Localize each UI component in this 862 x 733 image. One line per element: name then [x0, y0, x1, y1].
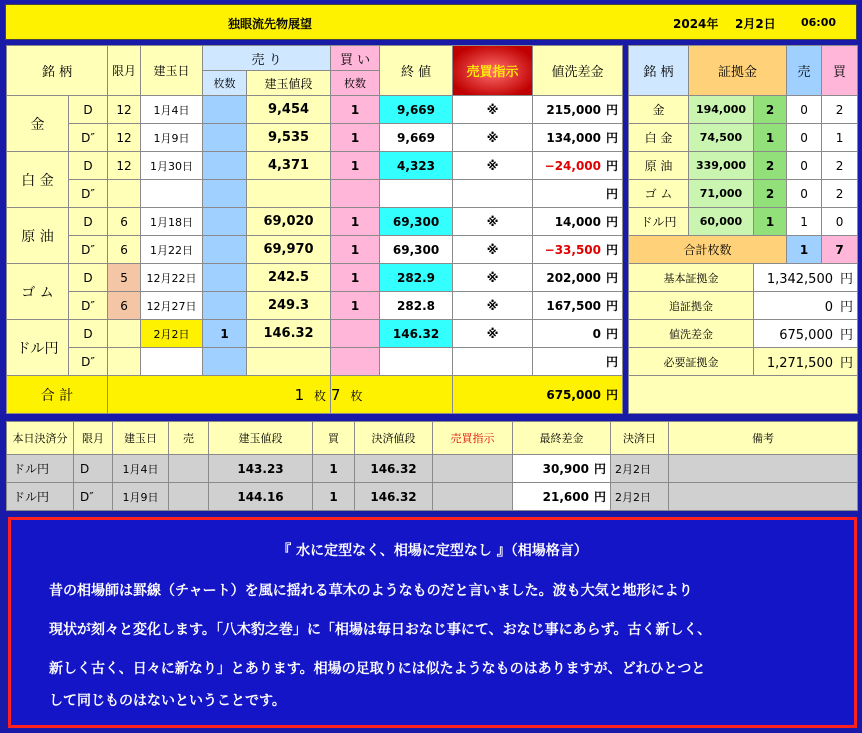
settle-open-date: 1月9日 [113, 483, 169, 511]
buy-qty: 1 [331, 292, 380, 320]
settle-price: 146.32 [355, 483, 433, 511]
diff-value: 215,000 [546, 103, 602, 117]
total-diff-value: 675,000 [546, 388, 602, 402]
margin-spacer [629, 376, 858, 414]
position-row [7, 236, 623, 264]
contract-type: D″ [69, 348, 108, 376]
yen-unit: 円 [840, 328, 854, 343]
signal-cell: ※ [453, 96, 533, 124]
signal-cell [453, 180, 533, 208]
proverb-title: 『 水に定型なく、相場に定型なし 』（相場格言） [277, 543, 588, 559]
contract-type: D [69, 320, 108, 348]
buy-qty: 1 [331, 152, 380, 180]
contract-type: D [69, 96, 108, 124]
sell-qty [203, 180, 247, 208]
position-row [7, 320, 623, 348]
settle-commodity: ドル円 [7, 455, 74, 483]
yen-unit: 円 [606, 131, 619, 145]
yen-unit: 円 [840, 300, 854, 315]
diff-cell [533, 124, 623, 152]
total-row [7, 376, 623, 414]
close-price: 69,300 [380, 236, 453, 264]
yen-unit: 円 [840, 272, 854, 287]
summary-label: 値洗差金 [629, 320, 754, 348]
summary-row [629, 292, 858, 320]
total-sell-unit: 枚 [314, 388, 327, 403]
settle-open-price: 143.23 [209, 455, 313, 483]
buy-qty: 1 [331, 96, 380, 124]
open-date: 1月18日 [141, 208, 203, 236]
buy-qty [331, 348, 380, 376]
margin-row [629, 96, 858, 124]
summary-value [754, 292, 858, 320]
commodity-name: 白 金 [7, 152, 69, 208]
diff-cell [533, 348, 623, 376]
positions-table [6, 45, 623, 414]
open-price: 242.5 [247, 264, 331, 292]
diff-cell [533, 152, 623, 180]
diff-cell [533, 208, 623, 236]
settle-header-gengetsu: 限月 [74, 422, 113, 455]
proverb-line: 新しく古く、日々に新なり」とあります。相場の足取りには似たようなものはありますが、どれひとつと [49, 661, 706, 677]
summary-row [629, 320, 858, 348]
summary-amount: 675,000 [779, 328, 833, 343]
signal-cell: ※ [453, 320, 533, 348]
open-price: 9,535 [247, 124, 331, 152]
open-price: 69,970 [247, 236, 331, 264]
open-price: 249.3 [247, 292, 331, 320]
settle-final-diff [513, 483, 611, 511]
open-date [141, 348, 203, 376]
margin-amount: 71,000 [689, 180, 754, 208]
settle-header-uri: 売 [169, 422, 209, 455]
diff-value: 167,500 [546, 299, 602, 313]
sell-qty [203, 124, 247, 152]
settle-sell [169, 455, 209, 483]
open-price: 146.32 [247, 320, 331, 348]
yen-unit: 円 [606, 159, 619, 173]
settle-date: 2月2日 [611, 483, 669, 511]
settle-header-tategyoku-bi: 建玉日 [113, 422, 169, 455]
yen-unit: 円 [840, 356, 854, 371]
buy-qty: 1 [331, 236, 380, 264]
diff-value: 202,000 [546, 271, 602, 285]
yen-unit: 円 [606, 355, 619, 369]
signal-cell: ※ [453, 292, 533, 320]
settle-price: 146.32 [355, 455, 433, 483]
settle-sell [169, 483, 209, 511]
settle-open-date: 1月4日 [113, 455, 169, 483]
summary-label: 必要証拠金 [629, 348, 754, 376]
margin-row [629, 124, 858, 152]
sell-qty [203, 348, 247, 376]
summary-value [754, 264, 858, 292]
final-diff-value: 21,600 [542, 490, 589, 504]
diff-value: 14,000 [554, 215, 602, 229]
contract-type: D″ [69, 180, 108, 208]
close-price: 69,300 [380, 208, 453, 236]
header-uri: 売 り [203, 46, 331, 71]
header-baibai-shiji: 売買指示 [453, 46, 533, 96]
month-cell: 6 [108, 292, 141, 320]
diff-cell [533, 180, 623, 208]
header-owarine: 終 値 [380, 46, 453, 96]
yen-unit: 円 [606, 187, 619, 201]
settle-note [669, 483, 858, 511]
open-price [247, 180, 331, 208]
yen-unit: 円 [606, 103, 619, 117]
margin-commodity: ドル円 [629, 208, 689, 236]
yen-unit: 円 [606, 299, 619, 313]
summary-amount: 1,342,500 [766, 272, 833, 287]
time-label: 06:00 [801, 16, 837, 29]
margin-sell-count: 0 [787, 180, 822, 208]
settle-header-biko: 備考 [669, 422, 858, 455]
signal-cell: ※ [453, 152, 533, 180]
summary-row [629, 348, 858, 376]
margin-sell-count: 1 [787, 208, 822, 236]
count-buy: 7 [822, 236, 858, 264]
date-label: 2月2日 [735, 17, 776, 31]
open-date: 1月4日 [141, 96, 203, 124]
margin-buy-count: 0 [822, 208, 858, 236]
header-nearai-sakin: 値洗差金 [533, 46, 623, 96]
sell-qty [203, 264, 247, 292]
header-row [7, 46, 623, 71]
signal-cell: ※ [453, 264, 533, 292]
position-row [7, 152, 623, 180]
settle-signal [433, 483, 513, 511]
margin-spacer-row [629, 376, 858, 414]
margin-commodity: 金 [629, 96, 689, 124]
position-row [7, 180, 623, 208]
total-diff [453, 376, 623, 414]
yen-unit: 円 [606, 215, 619, 229]
total-label: 合 計 [7, 376, 108, 414]
diff-cell [533, 264, 623, 292]
buy-qty: 1 [331, 264, 380, 292]
diff-value: 0 [592, 327, 602, 341]
margin-header-shokokin: 証拠金 [689, 46, 787, 96]
settle-header-tategyoku-nedan: 建玉値段 [209, 422, 313, 455]
month-cell [108, 180, 141, 208]
header-meigara: 銘 柄 [7, 46, 108, 96]
month-cell: 12 [108, 124, 141, 152]
summary-amount: 1,271,500 [766, 356, 833, 371]
contract-type: D″ [69, 124, 108, 152]
signal-cell: ※ [453, 236, 533, 264]
margin-multiplier: 1 [754, 208, 787, 236]
header-maisu2: 枚数 [331, 71, 380, 96]
header-row [629, 46, 858, 96]
open-date: 12月22日 [141, 264, 203, 292]
sell-qty [203, 236, 247, 264]
proverb-panel [8, 517, 857, 728]
settle-final-diff [513, 455, 611, 483]
contract-type: D [69, 208, 108, 236]
yen-unit: 円 [606, 243, 619, 257]
sell-qty [203, 208, 247, 236]
settle-row [7, 483, 858, 511]
margin-header-meigara: 銘 柄 [629, 46, 689, 96]
close-price: 9,669 [380, 96, 453, 124]
summary-row [629, 264, 858, 292]
summary-value [754, 348, 858, 376]
yen-unit: 円 [606, 327, 619, 341]
month-cell: 12 [108, 96, 141, 124]
buy-qty [331, 180, 380, 208]
settle-buy: 1 [313, 483, 355, 511]
summary-amount: 0 [824, 300, 833, 315]
settle-buy: 1 [313, 455, 355, 483]
commodity-name: 金 [7, 96, 69, 152]
open-price [247, 348, 331, 376]
settle-header-kessai-bi: 決済日 [611, 422, 669, 455]
diff-value: −24,000 [544, 159, 602, 173]
summary-value [754, 320, 858, 348]
signal-cell [453, 348, 533, 376]
diff-value: 134,000 [546, 131, 602, 145]
open-date: 1月9日 [141, 124, 203, 152]
sell-qty: 1 [203, 320, 247, 348]
margin-sell-count: 0 [787, 96, 822, 124]
open-date: 12月27日 [141, 292, 203, 320]
contract-type: D [69, 264, 108, 292]
header-tategyoku-nedan: 建玉値段 [247, 71, 331, 96]
position-row [7, 124, 623, 152]
settle-header-kessai-nedan: 決済値段 [355, 422, 433, 455]
proverb-line: して同じものはないということです。 [49, 693, 286, 709]
margin-buy-count: 2 [822, 96, 858, 124]
margin-buy-count: 2 [822, 180, 858, 208]
contract-type: D [69, 152, 108, 180]
margin-table [628, 45, 858, 414]
settle-type: D [74, 455, 113, 483]
close-price [380, 180, 453, 208]
open-price: 4,371 [247, 152, 331, 180]
month-cell: 6 [108, 236, 141, 264]
margin-row [629, 180, 858, 208]
month-cell [108, 348, 141, 376]
proverb-line: 現状が刻々と変化します。「八木豹之巻」に「相場は毎日おなじ事にて、おなじ事にあらず。古く新しく、 [49, 622, 712, 638]
margin-row [629, 208, 858, 236]
open-price: 69,020 [247, 208, 331, 236]
summary-label: 追証拠金 [629, 292, 754, 320]
margin-sell-count: 0 [787, 152, 822, 180]
month-cell: 5 [108, 264, 141, 292]
signal-cell: ※ [453, 208, 533, 236]
margin-multiplier: 2 [754, 96, 787, 124]
title-bar [5, 4, 857, 40]
position-row [7, 348, 623, 376]
close-price: 4,323 [380, 152, 453, 180]
settle-commodity: ドル円 [7, 483, 74, 511]
diff-cell [533, 320, 623, 348]
close-price: 146.32 [380, 320, 453, 348]
app-title: 独眼流先物展望 [228, 17, 313, 31]
close-price: 282.9 [380, 264, 453, 292]
total-buy [331, 376, 453, 414]
contract-type: D″ [69, 292, 108, 320]
close-price: 282.8 [380, 292, 453, 320]
yen-unit: 円 [606, 271, 619, 285]
position-row [7, 208, 623, 236]
total-buy-value: 7 [331, 385, 341, 404]
count-sell: 1 [787, 236, 822, 264]
open-date [141, 180, 203, 208]
signal-cell: ※ [453, 124, 533, 152]
summary-label: 基本証拠金 [629, 264, 754, 292]
contract-type: D″ [69, 236, 108, 264]
buy-qty: 1 [331, 124, 380, 152]
total-sell [108, 376, 331, 414]
open-date: 2月2日 [141, 320, 203, 348]
open-price: 9,454 [247, 96, 331, 124]
count-row [629, 236, 858, 264]
year-label: 2024年 [673, 17, 719, 31]
close-price: 9,669 [380, 124, 453, 152]
position-row [7, 264, 623, 292]
settle-note [669, 455, 858, 483]
total-sell-value: 1 [294, 385, 305, 404]
margin-commodity: 白 金 [629, 124, 689, 152]
month-cell: 12 [108, 152, 141, 180]
position-row [7, 292, 623, 320]
yen-unit: 円 [593, 490, 606, 504]
yen-unit: 円 [606, 388, 619, 402]
yen-unit: 円 [593, 462, 606, 476]
settle-type: D″ [74, 483, 113, 511]
margin-row [629, 152, 858, 180]
margin-multiplier: 2 [754, 152, 787, 180]
header-tategyoku-bi: 建玉日 [141, 46, 203, 96]
margin-sell-count: 0 [787, 124, 822, 152]
commodity-name: ゴ ム [7, 264, 69, 320]
month-cell [108, 320, 141, 348]
header-gengetsu: 限月 [108, 46, 141, 96]
count-label: 合計枚数 [629, 236, 787, 264]
header-maisu: 枚数 [203, 71, 247, 96]
settlement-table [6, 421, 858, 511]
settle-date: 2月2日 [611, 455, 669, 483]
diff-cell [533, 96, 623, 124]
buy-qty: 1 [331, 208, 380, 236]
buy-qty [331, 320, 380, 348]
header-row [7, 422, 858, 455]
sell-qty [203, 96, 247, 124]
commodity-name: 原 油 [7, 208, 69, 264]
diff-value: −33,500 [544, 243, 602, 257]
margin-amount: 74,500 [689, 124, 754, 152]
margin-commodity: ゴ ム [629, 180, 689, 208]
margin-amount: 339,000 [689, 152, 754, 180]
open-date: 1月30日 [141, 152, 203, 180]
settle-header-bunrui: 本日決済分 [7, 422, 74, 455]
settle-header-kai: 買 [313, 422, 355, 455]
open-date: 1月22日 [141, 236, 203, 264]
diff-cell [533, 236, 623, 264]
settle-signal [433, 455, 513, 483]
close-price [380, 348, 453, 376]
margin-buy-count: 1 [822, 124, 858, 152]
commodity-name: ドル円 [7, 320, 69, 376]
month-cell: 6 [108, 208, 141, 236]
margin-multiplier: 1 [754, 124, 787, 152]
settle-header-saishu-sakin: 最終差金 [513, 422, 611, 455]
sell-qty [203, 152, 247, 180]
margin-header-uri: 売 [787, 46, 822, 96]
margin-commodity: 原 油 [629, 152, 689, 180]
settle-header-baibai-shiji: 売買指示 [433, 422, 513, 455]
position-row [7, 96, 623, 124]
margin-amount: 60,000 [689, 208, 754, 236]
proverb-line: 昔の相場師は罫線（チャート）を風に揺れる草木のようなものだと言いました。波も大気と地形により [49, 583, 693, 599]
margin-amount: 194,000 [689, 96, 754, 124]
margin-header-kai: 買 [822, 46, 858, 96]
diff-cell [533, 292, 623, 320]
final-diff-value: 30,900 [542, 462, 589, 476]
settle-open-price: 144.16 [209, 483, 313, 511]
margin-buy-count: 2 [822, 152, 858, 180]
sell-qty [203, 292, 247, 320]
margin-multiplier: 2 [754, 180, 787, 208]
header-kai: 買 い [331, 46, 380, 71]
settle-row [7, 455, 858, 483]
total-buy-unit: 枚 [350, 388, 363, 403]
